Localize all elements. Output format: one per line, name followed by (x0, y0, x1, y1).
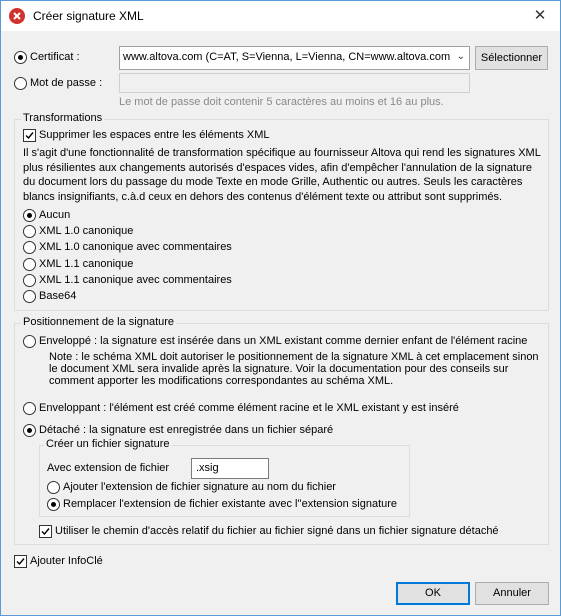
title-bar (1, 1, 560, 31)
keyinfo-checkbox[interactable] (14, 555, 27, 568)
certificate-label: Certificat : (30, 51, 80, 63)
extension-value: .xsig (196, 462, 219, 474)
password-label: Mot de passe : (30, 77, 103, 89)
replace-extension-label: Remplacer l'extension de fichier existante avec l''extension signature (63, 498, 398, 510)
transformations-title: Transformations (23, 112, 103, 124)
transform-option-radio[interactable] (23, 225, 36, 238)
append-extension-radio[interactable] (47, 481, 60, 494)
relative-path-label: Utiliser le chemin d'accès relatif du fichier au fichier signé dans un fichier signature détaché (55, 525, 499, 537)
cancel-button[interactable]: Annuler (475, 582, 549, 605)
password-hint: Le mot de passe doit contenir 5 caractères au moins et 16 au plus. (119, 96, 444, 108)
transform-option-label: Base64 (39, 290, 77, 302)
transform-option-label: Aucun (39, 209, 71, 221)
transform-option-radio[interactable] (23, 274, 36, 287)
enveloped-radio[interactable] (23, 335, 36, 348)
detached-label: Détaché : la signature est enregistrée dans un fichier séparé (39, 424, 334, 436)
transform-option-radio[interactable] (23, 209, 36, 222)
select-certificate-button[interactable]: Sélectionner (475, 46, 548, 70)
detached-radio[interactable] (23, 424, 36, 437)
window-title: Créer signature XML (33, 9, 144, 23)
altova-app-icon (9, 8, 25, 24)
close-icon[interactable]: ✕ (533, 7, 547, 24)
keyinfo-label: Ajouter InfoClé (30, 555, 103, 567)
transform-option-label: XML 1.1 canonique (39, 258, 134, 270)
enveloped-note: Note : le schéma XML doit autoriser le positionnement de la signature XML à cet emplacement sinon le document XML sera invalide après la signature. Voir la documentation pour des conseils sur comment apporter les modifications correspondantes au schéma XML. (49, 351, 539, 387)
transformations-description: Il s'agit d'une fonctionnalité de transformation spécifique au fournisseur Altova qui rend les signatures XML plus résilientes aux changements autorisés d'espaces vides, afin d'empêcher l'annulation de la signature du document lors du passage du mode Texte en mode Grille, Authentic ou autres. Seuls les caractères blancs insignifiants, c.à.d ceux en dehors des contenus d'élément texte ou attribut sont supprimés. (23, 147, 541, 203)
certificate-select[interactable] (119, 46, 470, 70)
transform-option-radio[interactable] (23, 241, 36, 254)
append-extension-label: Ajouter l'extension de fichier signature au nom du fichier (63, 481, 336, 493)
password-field[interactable] (119, 73, 470, 93)
ok-button[interactable]: OK (396, 582, 470, 605)
strip-spaces-label: Supprimer les espaces entre les éléments XML (39, 129, 270, 141)
strip-spaces-checkbox[interactable] (23, 129, 36, 142)
transform-option-label: XML 1.1 canonique avec commentaires (39, 274, 232, 286)
extension-label: Avec extension de fichier (47, 462, 170, 474)
transform-option-label: XML 1.0 canonique avec commentaires (39, 241, 232, 253)
relative-path-checkbox[interactable] (39, 525, 52, 538)
placement-title: Positionnement de la signature (23, 316, 175, 328)
extension-field[interactable] (191, 458, 269, 479)
certificate-value: www.altova.com (C=AT, S=Vienna, L=Vienna, CN=www.altova.com (123, 51, 451, 63)
certificate-radio[interactable] (14, 51, 27, 64)
transform-option-radio[interactable] (23, 290, 36, 303)
password-radio[interactable] (14, 77, 27, 90)
enveloping-radio[interactable] (23, 402, 36, 415)
enveloping-label: Enveloppant : l'élément est créé comme élément racine et le XML existant y est inséré (39, 402, 459, 414)
transform-option-radio[interactable] (23, 258, 36, 271)
replace-extension-radio[interactable] (47, 498, 60, 511)
enveloped-label: Enveloppé : la signature est insérée dans un XML existant comme dernier enfant de l'élément racine (39, 335, 528, 347)
create-file-title: Créer un fichier signature (46, 438, 170, 450)
chevron-down-icon: ⌄ (456, 51, 465, 62)
transform-option-label: XML 1.0 canonique (39, 225, 134, 237)
